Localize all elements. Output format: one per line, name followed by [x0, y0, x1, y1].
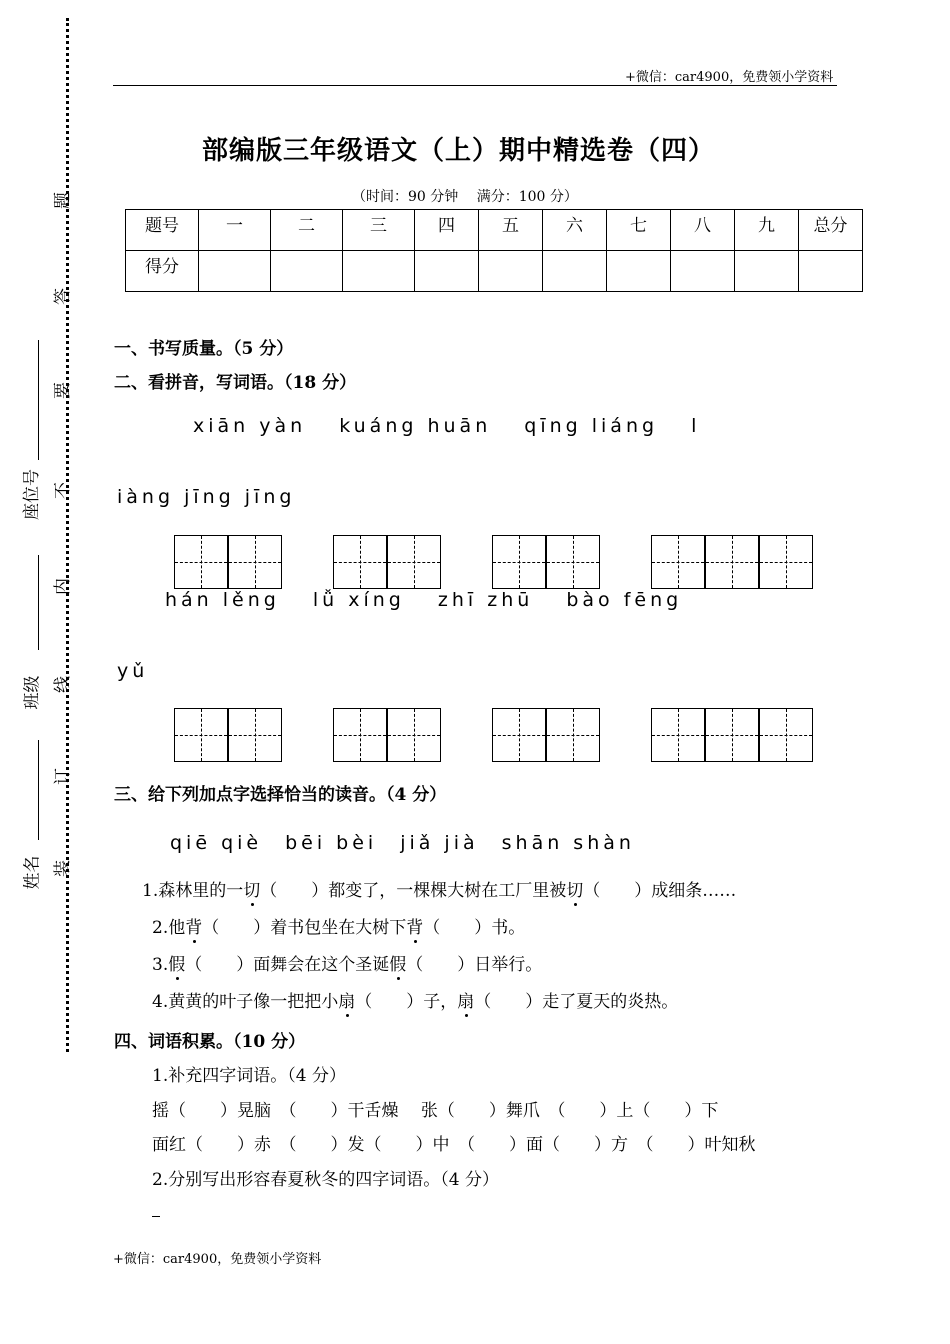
- question-text: （ ）走了夏天的炎热。: [474, 992, 679, 1012]
- class-line: [38, 555, 39, 650]
- section4-title: 四、词语积累。（10 分）: [114, 1032, 306, 1052]
- dotted-char: 假: [389, 955, 407, 975]
- binding-dotted-line: [66, 18, 69, 1052]
- score-cell[interactable]: [343, 251, 415, 292]
- binding-char-bu: 不: [53, 482, 73, 499]
- binding-char-yao: 要: [53, 382, 73, 399]
- score-cell[interactable]: [607, 251, 671, 292]
- writing-grid-cell[interactable]: [333, 535, 387, 589]
- dotted-char: 背: [185, 918, 203, 938]
- header-cell: 题号: [126, 210, 199, 251]
- subquestion-title: 2.分别写出形容春夏秋冬的四字词语。（4 分）: [152, 1170, 499, 1190]
- header-cell: 八: [671, 210, 735, 251]
- writing-grid-cell[interactable]: [174, 708, 228, 762]
- header-divider: [113, 85, 837, 86]
- dotted-char: 扇: [457, 992, 475, 1012]
- writing-grid-cell[interactable]: [387, 708, 441, 762]
- score-table-header-row: [126, 210, 863, 251]
- question-item: [152, 950, 542, 975]
- section3-title: 三、给下列加点字选择恰当的读音。（4 分）: [114, 785, 447, 805]
- class-label: 班级: [22, 675, 43, 710]
- score-cell[interactable]: [415, 251, 479, 292]
- question-text: 2.他: [152, 918, 186, 938]
- header-cell: 六: [543, 210, 607, 251]
- dotted-char: 切: [243, 881, 261, 901]
- binding-char-zhuang: 装: [53, 860, 73, 877]
- writing-grid-cell[interactable]: [705, 708, 759, 762]
- section1-title: 一、书写质量。（5 分）: [114, 339, 294, 359]
- writing-grid-cell[interactable]: [759, 708, 813, 762]
- header-cell: 二: [271, 210, 343, 251]
- answer-line[interactable]: [152, 1216, 160, 1217]
- exam-info: （时间：90 分钟 满分：100 分）: [352, 189, 578, 205]
- binding-char-nei: 内: [53, 578, 73, 595]
- writing-grid-cell[interactable]: [705, 535, 759, 589]
- score-cell[interactable]: [735, 251, 799, 292]
- score-table-score-row: [126, 251, 863, 292]
- section2-title: 二、看拼音，写词语。（18 分）: [114, 373, 357, 393]
- subquestion-title: 1.补充四字词语。（4 分）: [152, 1066, 346, 1086]
- question-text: 3.: [152, 955, 169, 975]
- question-item: [152, 913, 525, 938]
- score-cell[interactable]: [799, 251, 863, 292]
- question-item: [152, 987, 678, 1012]
- writing-grid-cell[interactable]: [333, 708, 387, 762]
- pinyin-line: xiān yàn kuáng huān qīng liáng l: [193, 415, 701, 437]
- score-cell[interactable]: [479, 251, 543, 292]
- pinyin-line: hán lěng lǚ xíng zhī zhū bào fēng: [165, 589, 683, 611]
- header-cell: 三: [343, 210, 415, 251]
- binding-char-da: 答: [53, 288, 73, 305]
- dotted-char: 切: [566, 881, 584, 901]
- dotted-char: 扇: [338, 992, 356, 1012]
- question-text: （ ）成细条……: [583, 881, 737, 901]
- score-table: [125, 209, 863, 292]
- header-cell: 五: [479, 210, 543, 251]
- question-text: （ ）子，: [355, 992, 458, 1012]
- writing-grid-cell[interactable]: [651, 708, 705, 762]
- binding-char-ti: 题: [53, 192, 73, 209]
- question-text: （ ）书。: [423, 918, 526, 938]
- writing-grid-cell[interactable]: [651, 535, 705, 589]
- name-label: 姓名: [22, 855, 43, 890]
- score-cell[interactable]: [271, 251, 343, 292]
- pinyin-options: qiē qiè bēi bèi jiǎ jià shān shàn: [170, 832, 635, 854]
- score-cell[interactable]: [199, 251, 271, 292]
- header-cell: 九: [735, 210, 799, 251]
- question-text: （ ）着书包坐在大树下: [202, 918, 407, 938]
- idiom-fill-line: 面红（ ）赤 （ ）发（ ）中 （ ）面（ ）方 （ ）叶知秋: [152, 1135, 756, 1155]
- writing-grid-cell[interactable]: [492, 535, 546, 589]
- score-cell[interactable]: [543, 251, 607, 292]
- pinyin-line: iàng jīng jīng: [117, 486, 296, 508]
- writing-grid-cell[interactable]: [174, 535, 228, 589]
- question-text: （ ）日举行。: [406, 955, 543, 975]
- header-note: +微信：car4900，免费领小学资料: [625, 70, 834, 85]
- writing-grid-cell[interactable]: [546, 535, 600, 589]
- writing-grid-cell[interactable]: [546, 708, 600, 762]
- question-text: 1.森林里的一: [142, 881, 244, 901]
- question-text: （ ）都变了，一棵棵大树在工厂里被: [260, 881, 567, 901]
- question-item: [142, 876, 736, 901]
- pinyin-line: yǔ: [117, 660, 149, 682]
- writing-grid-cell[interactable]: [387, 535, 441, 589]
- header-cell: 总分: [799, 210, 863, 251]
- binding-char-xian: 线: [53, 676, 73, 693]
- writing-grid-cell[interactable]: [228, 708, 282, 762]
- row-label: 得分: [126, 251, 199, 292]
- question-text: 4.黄黄的叶子像一把把小: [152, 992, 339, 1012]
- page-title: 部编版三年级语文（上）期中精选卷（四）: [202, 136, 716, 166]
- dotted-char: 假: [168, 955, 186, 975]
- header-cell: 四: [415, 210, 479, 251]
- writing-grid-cell[interactable]: [759, 535, 813, 589]
- header-cell: 七: [607, 210, 671, 251]
- footer-note: +微信：car4900，免费领小学资料: [113, 1252, 322, 1267]
- idiom-fill-line: 摇（ ）晃脑 （ ）干舌燥 张（ ）舞爪 （ ）上（ ）下: [152, 1101, 719, 1121]
- header-cell: 一: [199, 210, 271, 251]
- question-text: （ ）面舞会在这个圣诞: [185, 955, 390, 975]
- name-line: [38, 740, 39, 840]
- binding-char-ding: 订: [53, 768, 73, 785]
- seat-label: 座位号: [22, 469, 42, 520]
- dotted-char: 背: [406, 918, 424, 938]
- writing-grid-cell[interactable]: [492, 708, 546, 762]
- seat-line: [38, 340, 39, 460]
- score-cell[interactable]: [671, 251, 735, 292]
- writing-grid-cell[interactable]: [228, 535, 282, 589]
